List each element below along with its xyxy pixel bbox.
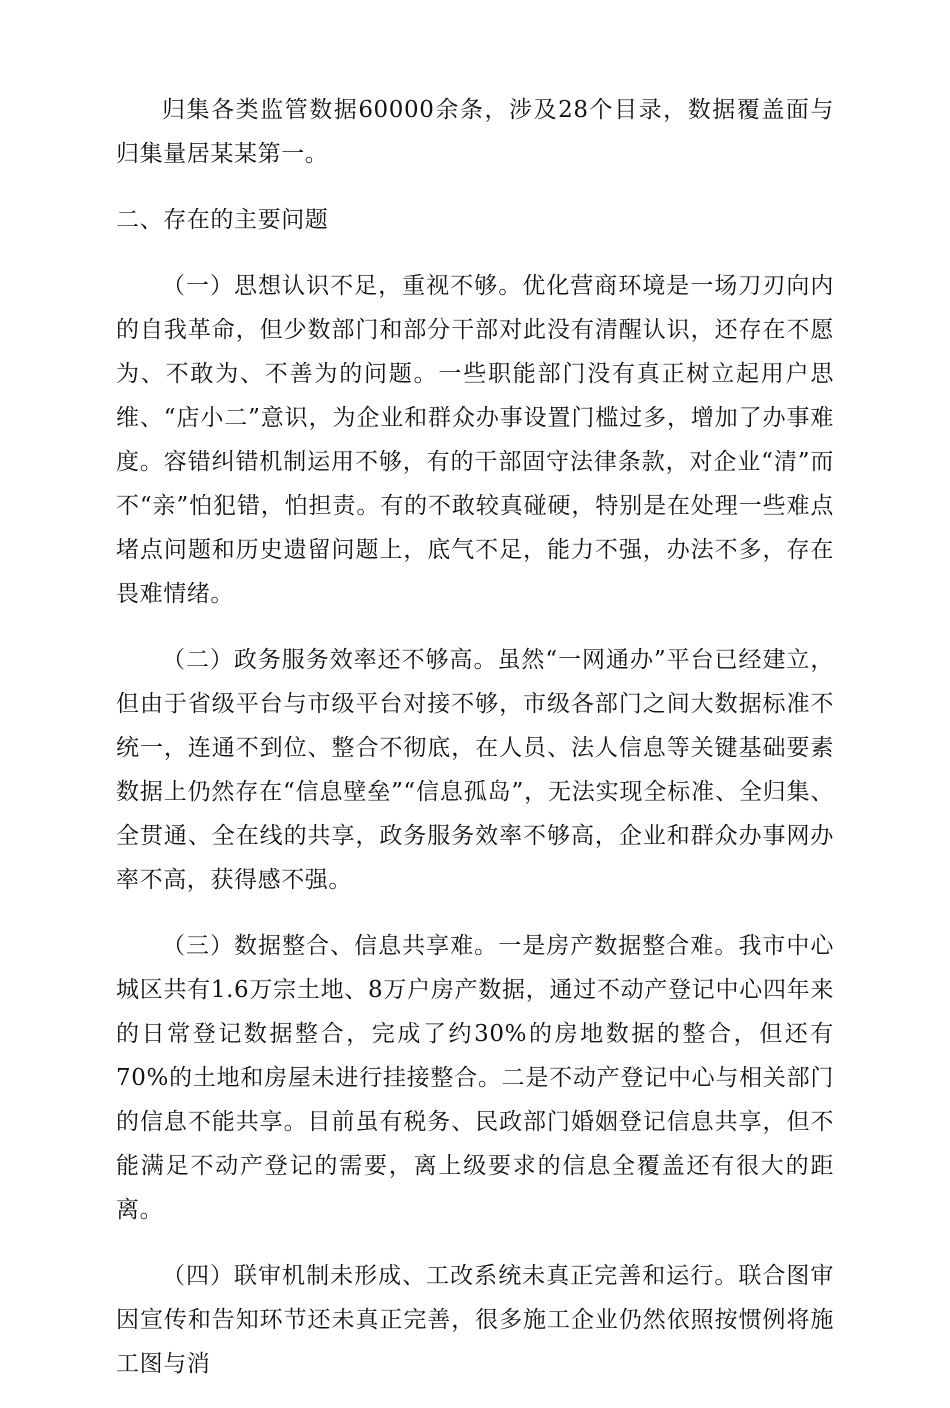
- section-heading-main-problems: 二、存在的主要问题: [116, 207, 329, 233]
- document-body: [116, 88, 834, 1408]
- paragraph-problem-4: （四）联审机制未形成、工改系统未真正完善和运行。联合图审因宣传和告知环节还未真正完善，很多施工企业仍然依照按惯例将施工图与消: [116, 1263, 834, 1377]
- paragraph-problem-3: （三）数据整合、信息共享难。一是房产数据整合难。我市中心城区共有1.6万宗土地、8万户房产数据，通过不动产登记中心四年来的日常登记数据整合，完成了约30%的房地数据的整合，但还有70%的土地和房屋未进行挂接整合。二是不动产登记中心与相关部门的信息不能共享。目前虽有税务、民政部门婚姻登记信息共享，但不能满足不动产登记的需要，离上级要求的信息全覆盖还有很大的距离。: [116, 933, 834, 1223]
- paragraph-problem-1: （一）思想认识不足，重视不够。优化营商环境是一场刀刃向内的自我革命，但少数部门和部分干部对此没有清醒认识，还存在不愿为、不敢为、不善为的问题。一些职能部门没有真正树立起用户思维、“店小二”意识，为企业和群众办事设置门槛过多，增加了办事难度。容错纠错机制运用不够，有的干部固守法律条款，对企业“清”而不“亲”怕犯错，怕担责。有的不敢较真碰硬，特别是在处理一些难点堵点问题和历史遗留问题上，底气不足，能力不强，办法不多，存在畏难情绪。: [116, 273, 834, 607]
- paragraph-data-summary: 归集各类监管数据60000余条，涉及28个目录，数据覆盖面与归集量居某某第一。: [116, 97, 834, 167]
- paragraph-problem-2: （二）政务服务效率还不够高。虽然“一网通办”平台已经建立，但由于省级平台与市级平台对接不够，市级各部门之间大数据标准不统一，连通不到位、整合不彻底，在人员、法人信息等关键基础要素数据上仍然存在“信息壁垒”“信息孤岛”，无法实现全标准、全归集、全贯通、全在线的共享，政务服务效率不够高，企业和群众办事网办率不高，获得感不强。: [116, 647, 834, 893]
